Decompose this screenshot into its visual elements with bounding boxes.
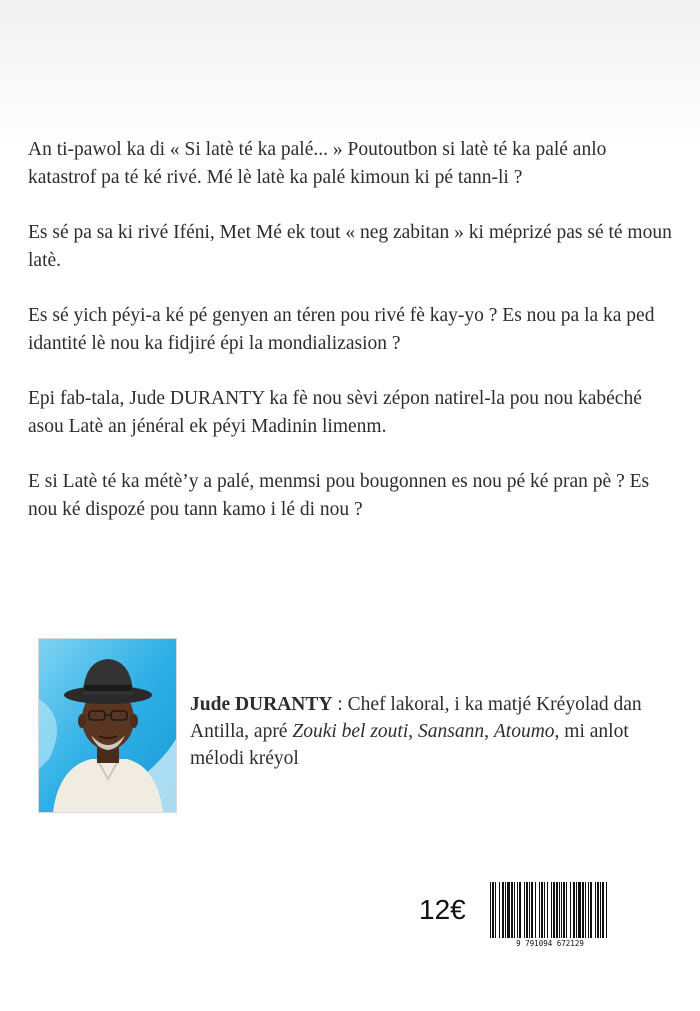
bio-text-end: , mi anlot mélodi kréyol — [190, 721, 629, 769]
blurb-paragraph-4: Epi fab-tala, Jude DURANTY ka fè nou sèvi zépon natirel-la pou nou kabéché asou Latè an jénéral ek péyi Madinin limenm. — [28, 388, 642, 437]
barcode-bar — [511, 882, 513, 938]
barcode-bar — [551, 882, 552, 938]
blurb-paragraph-3: Es sé yich péyi-a ké pé genyen an téren pou rivé fè kay-yo ? Es nou pa la ka ped idantité lè nou ka fidjiré épi la mondializasion ? — [28, 305, 655, 354]
work-title-2: Sansann — [418, 721, 485, 742]
bio-separator: : — [332, 694, 348, 715]
barcode-bar — [544, 882, 545, 938]
work-title-1: Zouki bel zouti — [292, 721, 409, 742]
blurb-paragraph-5: E si Latè té ka métè’y a palé, menmsi pou bougonnen es nou pé ké pran pè ? Es nou ké dispozé pou tann kamo i lé di nou ? — [28, 471, 650, 520]
barcode-bar — [585, 882, 586, 938]
barcode-bar — [495, 882, 496, 938]
barcode-bar — [561, 882, 562, 938]
barcode-bar — [492, 882, 494, 938]
barcode-bar — [595, 882, 596, 938]
barcode-bar — [529, 882, 530, 938]
barcode-bar — [570, 882, 571, 938]
barcode-bar — [535, 882, 536, 938]
back-cover-blurb — [28, 136, 673, 551]
barcode-bar — [559, 882, 560, 938]
barcode-bar — [507, 882, 510, 938]
barcode-bar — [526, 882, 528, 938]
barcode-bar — [531, 882, 533, 938]
barcode-bar — [502, 882, 504, 938]
bio-comma-2: , — [484, 721, 494, 742]
author-photo — [38, 638, 177, 813]
barcode-bar — [600, 882, 601, 938]
isbn-barcode — [484, 880, 616, 948]
barcode-bar — [597, 882, 599, 938]
barcode-bar — [578, 882, 581, 938]
author-name: Jude DURANTY — [190, 694, 333, 715]
barcode-bar — [519, 882, 521, 938]
barcode-bar — [566, 882, 567, 938]
barcode-bar — [505, 882, 506, 938]
barcode-bar — [547, 882, 548, 938]
blurb-paragraph-2: Es sé pa sa ki rivé Iféni, Met Mé ek tout « neg zabitan » ki méprizé pas sé té moun latè. — [28, 222, 672, 271]
barcode-bar — [563, 882, 565, 938]
work-title-3: Atoumo — [493, 721, 555, 742]
barcode-bar — [576, 882, 577, 938]
barcode-bar — [573, 882, 575, 938]
barcode-bar — [541, 882, 543, 938]
barcode-bar — [588, 882, 589, 938]
blurb-paragraph-1: An ti-pawol ka di « Si latè té ka palé... » Poutoutbon si latè té ka palé anlo katastrof pa té ké rivé. Mé lè latè ka palé kimoun ki pé tann-li ? — [28, 139, 607, 188]
barcode-bar — [499, 882, 500, 938]
price-label: 12€ — [419, 894, 466, 925]
barcode-bar — [582, 882, 584, 938]
barcode-bar — [590, 882, 592, 938]
author-section — [38, 638, 678, 813]
barcode-bar — [539, 882, 540, 938]
barcode-bar — [553, 882, 555, 938]
barcode-bar — [606, 882, 607, 938]
barcode-bar — [517, 882, 518, 938]
author-portrait-image — [39, 639, 176, 812]
barcode-bar — [556, 882, 558, 938]
barcode-bar — [514, 882, 515, 938]
barcode-bar — [490, 882, 491, 938]
bio-comma-1: , — [408, 721, 419, 742]
barcode-bar — [524, 882, 525, 938]
isbn-digits: 9 791094 672129 — [516, 939, 584, 948]
barcode-bar — [602, 882, 604, 938]
author-bio — [190, 691, 660, 772]
top-gradient — [0, 0, 700, 150]
bio-text: Chef lakoral, i ka matjé Kréyolad dan Antilla, apré — [190, 694, 642, 742]
